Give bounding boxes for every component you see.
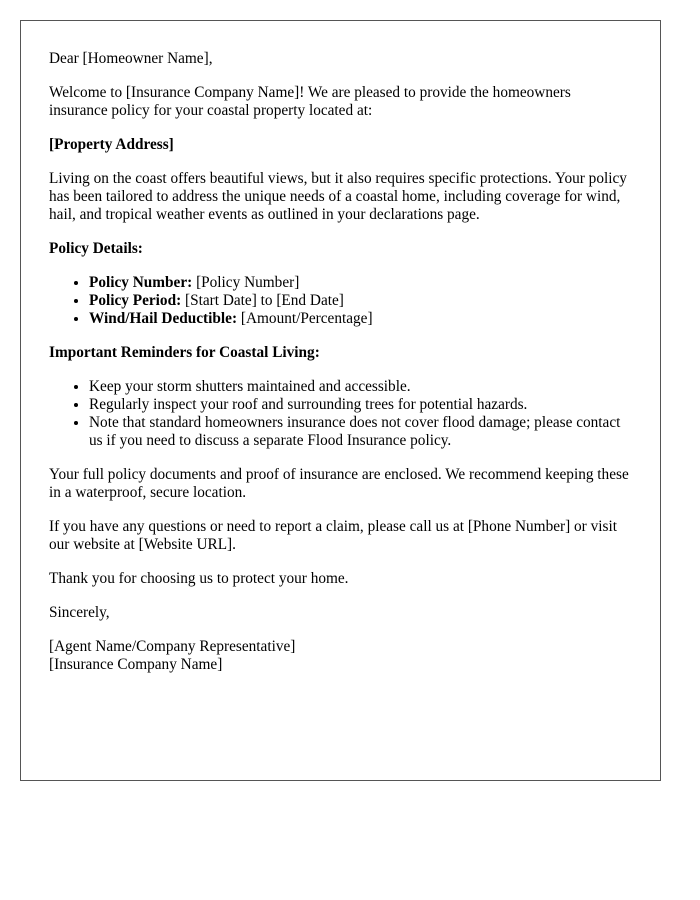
reminder-item: • Regularly inspect your roof and surrounding trees for potential hazards.	[89, 396, 632, 414]
policy-detail-item	[89, 292, 632, 310]
reminder-item: • Note that standard homeowners insurance does not cover flood damage; please contact us if you need to discuss a separate Flood Insurance policy.	[89, 414, 632, 450]
greeting: Dear [Homeowner Name],	[49, 50, 213, 67]
policy-period-label: Policy Period:	[89, 292, 182, 309]
signature-name: [Agent Name/Company Representative]	[49, 638, 296, 655]
reminders-list	[49, 378, 632, 450]
reminders-heading: Important Reminders for Coastal Living:	[49, 344, 320, 361]
policy-number-value: [Policy Number]	[196, 274, 300, 291]
policy-details-heading: Policy Details:	[49, 240, 143, 257]
property-address: [Property Address]	[49, 136, 174, 153]
signature-company: [Insurance Company Name]	[49, 656, 223, 673]
documents-paragraph: Your full policy documents and proof of insurance are enclosed. We recommend keeping these in a waterproof, secure location.	[49, 466, 629, 501]
policy-period-value: [Start Date] to [End Date]	[185, 292, 344, 309]
policy-detail-item	[89, 274, 632, 292]
policy-details-list	[49, 274, 632, 328]
letter-document	[20, 20, 661, 781]
thanks-paragraph: Thank you for choosing us to protect your home.	[49, 570, 349, 587]
intro-paragraph: Welcome to [Insurance Company Name]! We are pleased to provide the homeowners insurance policy for your coastal property located at:	[49, 84, 571, 119]
deductible-label: Wind/Hail Deductible:	[89, 310, 238, 327]
deductible-value: [Amount/Percentage]	[240, 310, 373, 327]
signature-block	[49, 638, 632, 674]
reminder-item: • Keep your storm shutters maintained and accessible.	[89, 378, 632, 396]
coast-paragraph: Living on the coast offers beautiful views, but it also requires specific protections. Your policy has been tailored to address the unique needs of a coastal home, including coverage for wind, hail, and tropical weather events as outlined in your declarations page.	[49, 170, 627, 223]
contact-paragraph: If you have any questions or need to report a claim, please call us at [Phone Number] or visit our website at [Website URL].	[49, 518, 617, 553]
policy-number-label: Policy Number:	[89, 274, 193, 291]
policy-detail-item	[89, 310, 632, 328]
closing: Sincerely,	[49, 604, 110, 621]
